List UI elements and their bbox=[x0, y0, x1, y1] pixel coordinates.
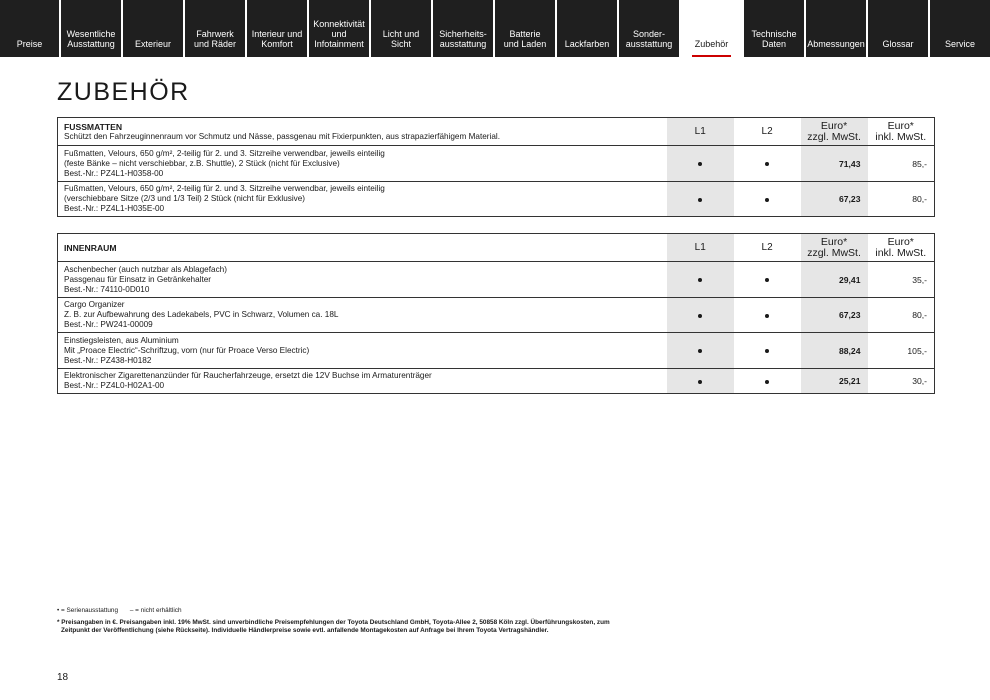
l1-availability bbox=[667, 298, 734, 333]
table-row bbox=[58, 262, 935, 298]
item-name: Fußmatten, Velours, 650 g/m², 2-teilig für 2. und 3. Sitzreihe verwendbar, jeweils einteilig bbox=[64, 148, 385, 158]
item-name: Cargo Organizer bbox=[64, 300, 125, 309]
l2-availability bbox=[734, 182, 801, 217]
standard-dot-icon bbox=[765, 198, 769, 202]
price-inkl: 80,- bbox=[868, 182, 935, 217]
legend-nicht: – = nicht erhältlich bbox=[129, 607, 182, 614]
standard-dot-icon bbox=[765, 314, 769, 318]
standard-dot-icon bbox=[765, 278, 769, 282]
item-name-suffix: für Raucherfahrzeuge, ersetzt die 12V Buchse im Armaturenträger bbox=[189, 371, 432, 380]
standard-dot-icon bbox=[698, 380, 702, 384]
nav-tab-7[interactable]: Sicherheits- ausstattung bbox=[433, 0, 493, 57]
standard-dot-icon bbox=[698, 162, 702, 166]
item-name: Elektronischer Zigarettenanzünder bbox=[64, 371, 190, 380]
section-title: INNENRAUM bbox=[64, 242, 117, 253]
nav-tab-4[interactable]: Interieur und Komfort bbox=[247, 0, 307, 57]
price-zzgl: 67,23 bbox=[801, 182, 868, 217]
table-row bbox=[58, 333, 935, 369]
footer bbox=[57, 607, 617, 635]
nav-tab-8[interactable]: Batterie und Laden bbox=[495, 0, 555, 57]
legend bbox=[57, 607, 617, 615]
zzgl-label: zzgl. MwSt. bbox=[807, 130, 861, 143]
item-detail: (verschiebbare Sitze (2/3 und 1/3 Teil) 2 Stück (nicht für Exklusive) bbox=[64, 194, 306, 203]
item-detail: Best.-Nr.: PZ4L1-H0358-00 bbox=[64, 168, 164, 178]
section-header bbox=[58, 234, 667, 262]
item-description bbox=[58, 333, 667, 369]
col-l1-header: L1 bbox=[667, 118, 734, 146]
item-description bbox=[58, 262, 667, 298]
nav-tab-3[interactable]: Fahrwerk und Räder bbox=[185, 0, 245, 57]
nav-tab-1[interactable]: Wesentliche Ausstattung bbox=[61, 0, 121, 57]
nav-tab-0[interactable]: Preise bbox=[0, 0, 59, 57]
price-zzgl: 88,24 bbox=[801, 333, 868, 369]
section-subtitle: Schützt den Fahrzeuginnenraum vor Schmutz und Nässe, passgenau mit Fixierpunkten, aus strapazierfähigem Material. bbox=[64, 131, 500, 141]
euro-label: Euro* bbox=[887, 119, 914, 132]
col-inkl-header bbox=[868, 118, 935, 146]
price-zzgl: 25,21 bbox=[801, 369, 868, 394]
legend-serie: • = Serienausstattung bbox=[57, 607, 119, 614]
price-zzgl: 29,41 bbox=[801, 262, 868, 298]
table-row bbox=[58, 146, 935, 182]
standard-dot-icon bbox=[765, 162, 769, 166]
item-description bbox=[58, 369, 667, 394]
standard-dot-icon bbox=[698, 198, 702, 202]
nav-tab-9[interactable]: Lackfarben bbox=[557, 0, 617, 57]
item-detail: Z. B. zur Aufbewahrung des Ladekabels, PVC in Schwarz, Volumen ca. 18L bbox=[64, 310, 339, 319]
l1-availability bbox=[667, 369, 734, 394]
section-header bbox=[58, 118, 667, 146]
section-title: FUSSMATTEN bbox=[64, 121, 123, 132]
l1-availability bbox=[667, 182, 734, 217]
standard-dot-icon bbox=[698, 349, 702, 353]
l2-availability bbox=[734, 333, 801, 369]
standard-dot-icon bbox=[765, 349, 769, 353]
nav-tab-13[interactable]: Abmessungen bbox=[806, 0, 866, 57]
euro-label: Euro* bbox=[820, 119, 848, 132]
item-description bbox=[58, 146, 667, 182]
item-name: Aschenbecher bbox=[64, 264, 117, 274]
l1-availability bbox=[667, 146, 734, 182]
item-name: Fußmatten, Velours, 650 g/m², 2-teilig für 2. und 3. Sitzreihe verwendbar, jeweils einteilig bbox=[64, 184, 385, 193]
price-inkl: 105,- bbox=[868, 333, 935, 369]
table-row bbox=[58, 369, 935, 394]
price-zzgl: 71,43 bbox=[801, 146, 868, 182]
inkl-label: inkl. MwSt. bbox=[875, 246, 927, 259]
nav-tab-14[interactable]: Glossar bbox=[868, 0, 928, 57]
col-l2-header: L2 bbox=[734, 118, 801, 146]
zzgl-label: zzgl. MwSt. bbox=[807, 246, 861, 259]
price-inkl: 80,- bbox=[868, 298, 935, 333]
top-navigation bbox=[0, 0, 990, 57]
nav-tab-12[interactable]: Technische Daten bbox=[744, 0, 804, 57]
price-inkl: 30,- bbox=[868, 369, 935, 394]
item-detail: Best.-Nr.: 74110-0D010 bbox=[64, 284, 150, 294]
page-number: 18 bbox=[57, 672, 69, 683]
standard-dot-icon bbox=[698, 314, 702, 318]
l1-availability bbox=[667, 333, 734, 369]
nav-tab-10[interactable]: Sonder- ausstattung bbox=[619, 0, 679, 57]
item-detail: Best.-Nr.: PW241-00009 bbox=[64, 320, 153, 329]
col-zzgl-header bbox=[801, 118, 868, 146]
price-zzgl: 67,23 bbox=[801, 298, 868, 333]
table-row bbox=[58, 182, 935, 217]
nav-tab-11[interactable]: Zubehör bbox=[681, 0, 742, 57]
standard-dot-icon bbox=[698, 278, 702, 282]
l2-availability bbox=[734, 369, 801, 394]
item-detail: Mit „Proace Electric“-Schriftzug, vorn (nur für Proace Verso Electric) bbox=[64, 345, 310, 355]
nav-tab-5[interactable]: Konnektivität und Infotainment bbox=[309, 0, 369, 57]
item-description bbox=[58, 298, 667, 333]
l2-availability bbox=[734, 146, 801, 182]
inkl-label: inkl. MwSt. bbox=[875, 130, 927, 143]
col-l1-header: L1 bbox=[667, 234, 734, 262]
col-inkl-header bbox=[868, 234, 935, 262]
innenraum-table bbox=[57, 233, 935, 394]
standard-dot-icon bbox=[765, 380, 769, 384]
item-name: Einstiegsleisten, bbox=[64, 335, 124, 345]
nav-tab-6[interactable]: Licht und Sicht bbox=[371, 0, 431, 57]
price-inkl: 85,- bbox=[868, 146, 935, 182]
fussmatten-table bbox=[57, 117, 935, 217]
price-inkl: 35,- bbox=[868, 262, 935, 298]
item-detail: Best.-Nr.: PZ4L1-H035E-00 bbox=[64, 204, 165, 213]
item-name-suffix: (auch nutzbar als Ablagefach) bbox=[116, 264, 227, 274]
euro-label: Euro* bbox=[887, 235, 914, 248]
item-detail: (feste Bänke – nicht verschiebbar, z.B. Shuttle), 2 Stück (nicht für Exclusive) bbox=[64, 158, 340, 168]
nav-tab-15[interactable]: Service bbox=[930, 0, 990, 57]
l1-availability bbox=[667, 262, 734, 298]
item-name-suffix: aus Aluminium bbox=[123, 335, 179, 345]
l2-availability bbox=[734, 262, 801, 298]
page-title: ZUBEHÖR bbox=[57, 78, 190, 106]
euro-label: Euro* bbox=[820, 235, 848, 248]
item-detail: Best.-Nr.: PZ438-H0182 bbox=[64, 355, 152, 365]
price-note: * Preisangaben in €. Preisangaben inkl. 19% MwSt. sind unverbindliche Preisempfehlungen der Toyota Deutschland GmbH, Toyota-Allee 2, 50858 Köln zzgl. Überführungskosten, zum Zeitpunkt der Veröffentlichung (siehe Rückseite). Individuelle Händlerpreise sowie evtl. anfallende Montagekosten auf Anfrage bei Ihrem Toyota Vertragshändler. bbox=[57, 619, 610, 634]
nav-tab-2[interactable]: Exterieur bbox=[123, 0, 183, 57]
item-description bbox=[58, 182, 667, 217]
item-detail: Passgenau für Einsatz in Getränkehalter bbox=[64, 274, 212, 284]
col-zzgl-header bbox=[801, 234, 868, 262]
item-detail: Best.-Nr.: PZ4L0-H02A1-00 bbox=[64, 381, 165, 390]
col-l2-header: L2 bbox=[734, 234, 801, 262]
l2-availability bbox=[734, 298, 801, 333]
table-row bbox=[58, 298, 935, 333]
